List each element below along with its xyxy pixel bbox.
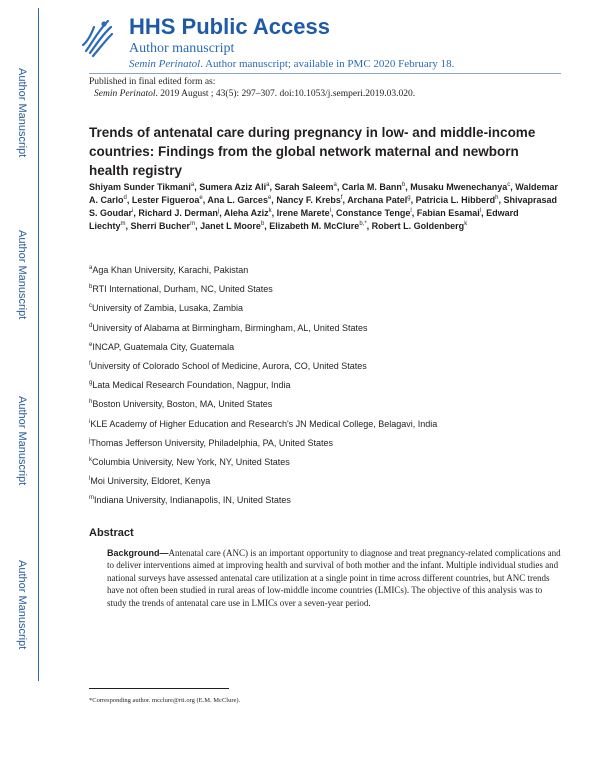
- article-title: Trends of antenatal care during pregnancy in low- and middle-income countries: Findings from the global network maternal and newborn health registry: [89, 125, 536, 178]
- author-affiliation-mark: m: [190, 221, 196, 227]
- affiliation-item: [89, 338, 437, 357]
- sidebar-label: Author Manuscript: [16, 68, 28, 158]
- affiliation-item: [89, 357, 437, 376]
- author-name: Patricia L. Hibberd: [415, 195, 496, 205]
- affiliation-item: [89, 261, 437, 280]
- author-affiliation-mark: k: [268, 208, 272, 214]
- abstract-background: [107, 547, 561, 609]
- author-name: Fabian Esamai: [416, 208, 480, 218]
- author-affiliation-mark: j: [217, 208, 220, 214]
- affiliation-mark: g: [89, 380, 93, 387]
- sidebar-label: Author Manuscript: [16, 230, 28, 320]
- affiliation-item: [89, 319, 437, 338]
- citation-text: . 2019 August ; 43(5): 297–307. doi:10.1053/j.semperi.2019.03.020.: [155, 89, 416, 99]
- abstract-heading: Abstract: [89, 527, 134, 539]
- published-label: Published in final edited form as:: [89, 77, 216, 87]
- affiliation-list: [89, 261, 437, 510]
- affiliation-item: [89, 472, 437, 491]
- author-name: Waldemar A. Carlo: [89, 182, 558, 205]
- author-name: Musaku Mwenechanya: [410, 182, 508, 192]
- affiliation-text: Aga Khan University, Karachi, Pakistan: [92, 265, 249, 275]
- affiliation-item: [89, 453, 437, 472]
- author-name: Edward Liechty: [89, 208, 519, 231]
- affiliation-text: University of Zambia, Lusaka, Zambia: [92, 303, 244, 314]
- author-name: Archana Patel: [347, 195, 408, 205]
- author-name: Janet L Moore: [200, 221, 261, 231]
- sidebar-rule: [38, 8, 39, 681]
- affiliation-mark: e: [89, 341, 93, 348]
- author-name: Elizabeth M. McClure: [269, 221, 360, 231]
- author-affiliation-mark: l: [410, 208, 412, 214]
- affiliation-text: Columbia University, New York, NY, United States: [92, 456, 290, 467]
- affiliation-mark: a: [89, 265, 93, 271]
- affiliation-text: University of Colorado School of Medicine, Aurora, CO, United States: [90, 360, 367, 371]
- header-rule: [89, 73, 561, 74]
- hhs-title: HHS Public Access: [129, 14, 330, 39]
- author-name: Nancy F. Krebs: [276, 195, 341, 205]
- author-name: Constance Tenge: [336, 208, 411, 218]
- sidebar-label: Author Manuscript: [16, 396, 28, 486]
- author-affiliation-mark: e: [199, 195, 203, 201]
- author-name: Sumera Aziz Ali: [199, 182, 267, 192]
- author-affiliation-mark: e: [267, 195, 272, 201]
- affiliation-text: Indiana University, Indianapolis, IN, United States: [94, 495, 291, 506]
- author-name: Sherri Bucher: [130, 221, 191, 231]
- affiliation-text: INCAP, Guatemala City, Guatemala: [92, 341, 235, 352]
- author-affiliation-mark: a: [190, 182, 195, 188]
- author-affiliation-mark: b,*: [359, 221, 367, 227]
- author-name: Carla M. Bann: [341, 182, 402, 192]
- author-name: Richard J. Derman: [138, 208, 218, 218]
- author-affiliation-mark: i: [132, 208, 134, 214]
- author-affiliation-mark: l: [329, 208, 331, 214]
- author-affiliation-mark: f: [340, 195, 343, 201]
- citation-line: [94, 89, 415, 99]
- author-affiliation-mark: m: [120, 221, 126, 227]
- author-affiliation-mark: b: [260, 221, 265, 227]
- corresponding-author-footnote: *Corresponding author. mcclure@rti.org (E.M. McClure).: [89, 697, 241, 704]
- author-affiliation-mark: a: [266, 182, 270, 188]
- manuscript-label: Author manuscript: [129, 41, 235, 56]
- affiliation-text: Lata Medical Research Foundation, Nagpur, India: [92, 380, 291, 391]
- availability-text: . Author manuscript; available in PMC 2020 February 18.: [200, 58, 455, 70]
- affiliation-mark: f: [89, 360, 91, 367]
- background-label: Background—: [107, 548, 169, 558]
- author-affiliation-mark: b: [401, 182, 406, 188]
- affiliation-text: Moi University, Eldoret, Kenya: [90, 476, 211, 487]
- affiliation-text: Thomas Jefferson University, Philadelphia, PA, United States: [90, 437, 333, 448]
- affiliation-text: University of Alabama at Birmingham, Birmingham, AL, United States: [92, 322, 368, 333]
- affiliation-item: [89, 299, 437, 318]
- affiliation-mark: c: [89, 303, 92, 310]
- affiliation-mark: h: [89, 399, 93, 406]
- affiliation-item: [89, 395, 437, 414]
- background-text: Antenatal care (ANC) is an important opportunity to diagnose and treat pregnancy-related complications and to deliver interventions aimed at improving health and survival of both mother and the infant. Multiple individual studies and national surveys have assessed antenatal care utilization at a single point in time across different countries, but ANC trends have not often been studied in rural areas of low-middle income countries (LMICs). The objective of this analysis was to study the trends of antenatal care use in LMICs over a seven-year period.: [107, 548, 561, 608]
- affiliation-item: [89, 415, 437, 434]
- author-name: Robert L. Goldenberg: [371, 221, 465, 231]
- author-name: Irene Marete: [276, 208, 330, 218]
- author-list: Shiyam Sunder Tikmani$^a$, Sumera Aziz Ali$^a$, Sarah Saleem$^a$, Carla M. Bann$^b$, Musaku Mwenechanya$^c$, Waldemar A. Carlo$^d$, Lester Figueroa$^e$, Ana L. Garces$^e$, Nancy F. Krebs$^f$, Archana Patel$^g$, Patricia L. Hibberd$^h$, Shivaprasad S. Goudar$^i$, Richard J. Derman$^j$, Aleha Aziz$^k$, Irene Marete$^l$, Constance Tenge$^l$, Fabian Esamai$^l$, Edward Liechty$^m$, Sherri Bucher$^m$, Janet L Moore$^b$, Elizabeth M. McClure$^{b,*}$, Robert L. Goldenberg$^k$: [89, 182, 558, 231]
- author-name: Ana L. Garces: [207, 195, 268, 205]
- affiliation-item: [89, 280, 437, 299]
- author-affiliation-mark: g: [407, 195, 411, 201]
- affiliation-mark: m: [89, 495, 94, 502]
- affiliation-text: RTI International, Durham, NC, United States: [92, 284, 273, 295]
- hhs-eagle-logo-icon: [78, 15, 114, 59]
- author-affiliation-mark: h: [495, 195, 499, 201]
- availability-line: [129, 58, 454, 70]
- affiliation-text: KLE Academy of Higher Education and Research's JN Medical College, Belagavi, India: [90, 418, 438, 429]
- affiliation-item: [89, 376, 437, 395]
- author-name: Shiyam Sunder Tikmani: [89, 182, 191, 192]
- affiliation-text: Boston University, Boston, MA, United States: [92, 399, 273, 410]
- citation-journal: Semin Perinatol: [94, 89, 156, 99]
- author-name: Sarah Saleem: [274, 182, 334, 192]
- author-name: Aleha Aziz: [223, 208, 269, 218]
- affiliation-mark: l: [89, 476, 91, 483]
- author-affiliation-mark: l: [479, 208, 482, 214]
- affiliation-mark: d: [89, 322, 93, 329]
- author-affiliation-mark: k: [464, 221, 468, 227]
- footnote-rule: [89, 688, 229, 689]
- sidebar-label: Author Manuscript: [16, 560, 28, 650]
- affiliation-mark: b: [89, 284, 93, 291]
- affiliation-mark: j: [89, 437, 91, 444]
- journal-name: Semin Perinatol: [129, 58, 201, 70]
- affiliation-item: [89, 491, 437, 510]
- affiliation-item: [89, 434, 437, 453]
- author-affiliation-mark: a: [333, 182, 337, 188]
- author-affiliation-mark: c: [507, 182, 511, 188]
- author-affiliation-mark: d: [123, 195, 127, 201]
- affiliation-mark: k: [89, 456, 92, 463]
- affiliation-mark: i: [89, 418, 91, 425]
- author-name: Shivaprasad S. Goudar: [89, 195, 557, 218]
- author-name: Lester Figueroa: [131, 195, 200, 205]
